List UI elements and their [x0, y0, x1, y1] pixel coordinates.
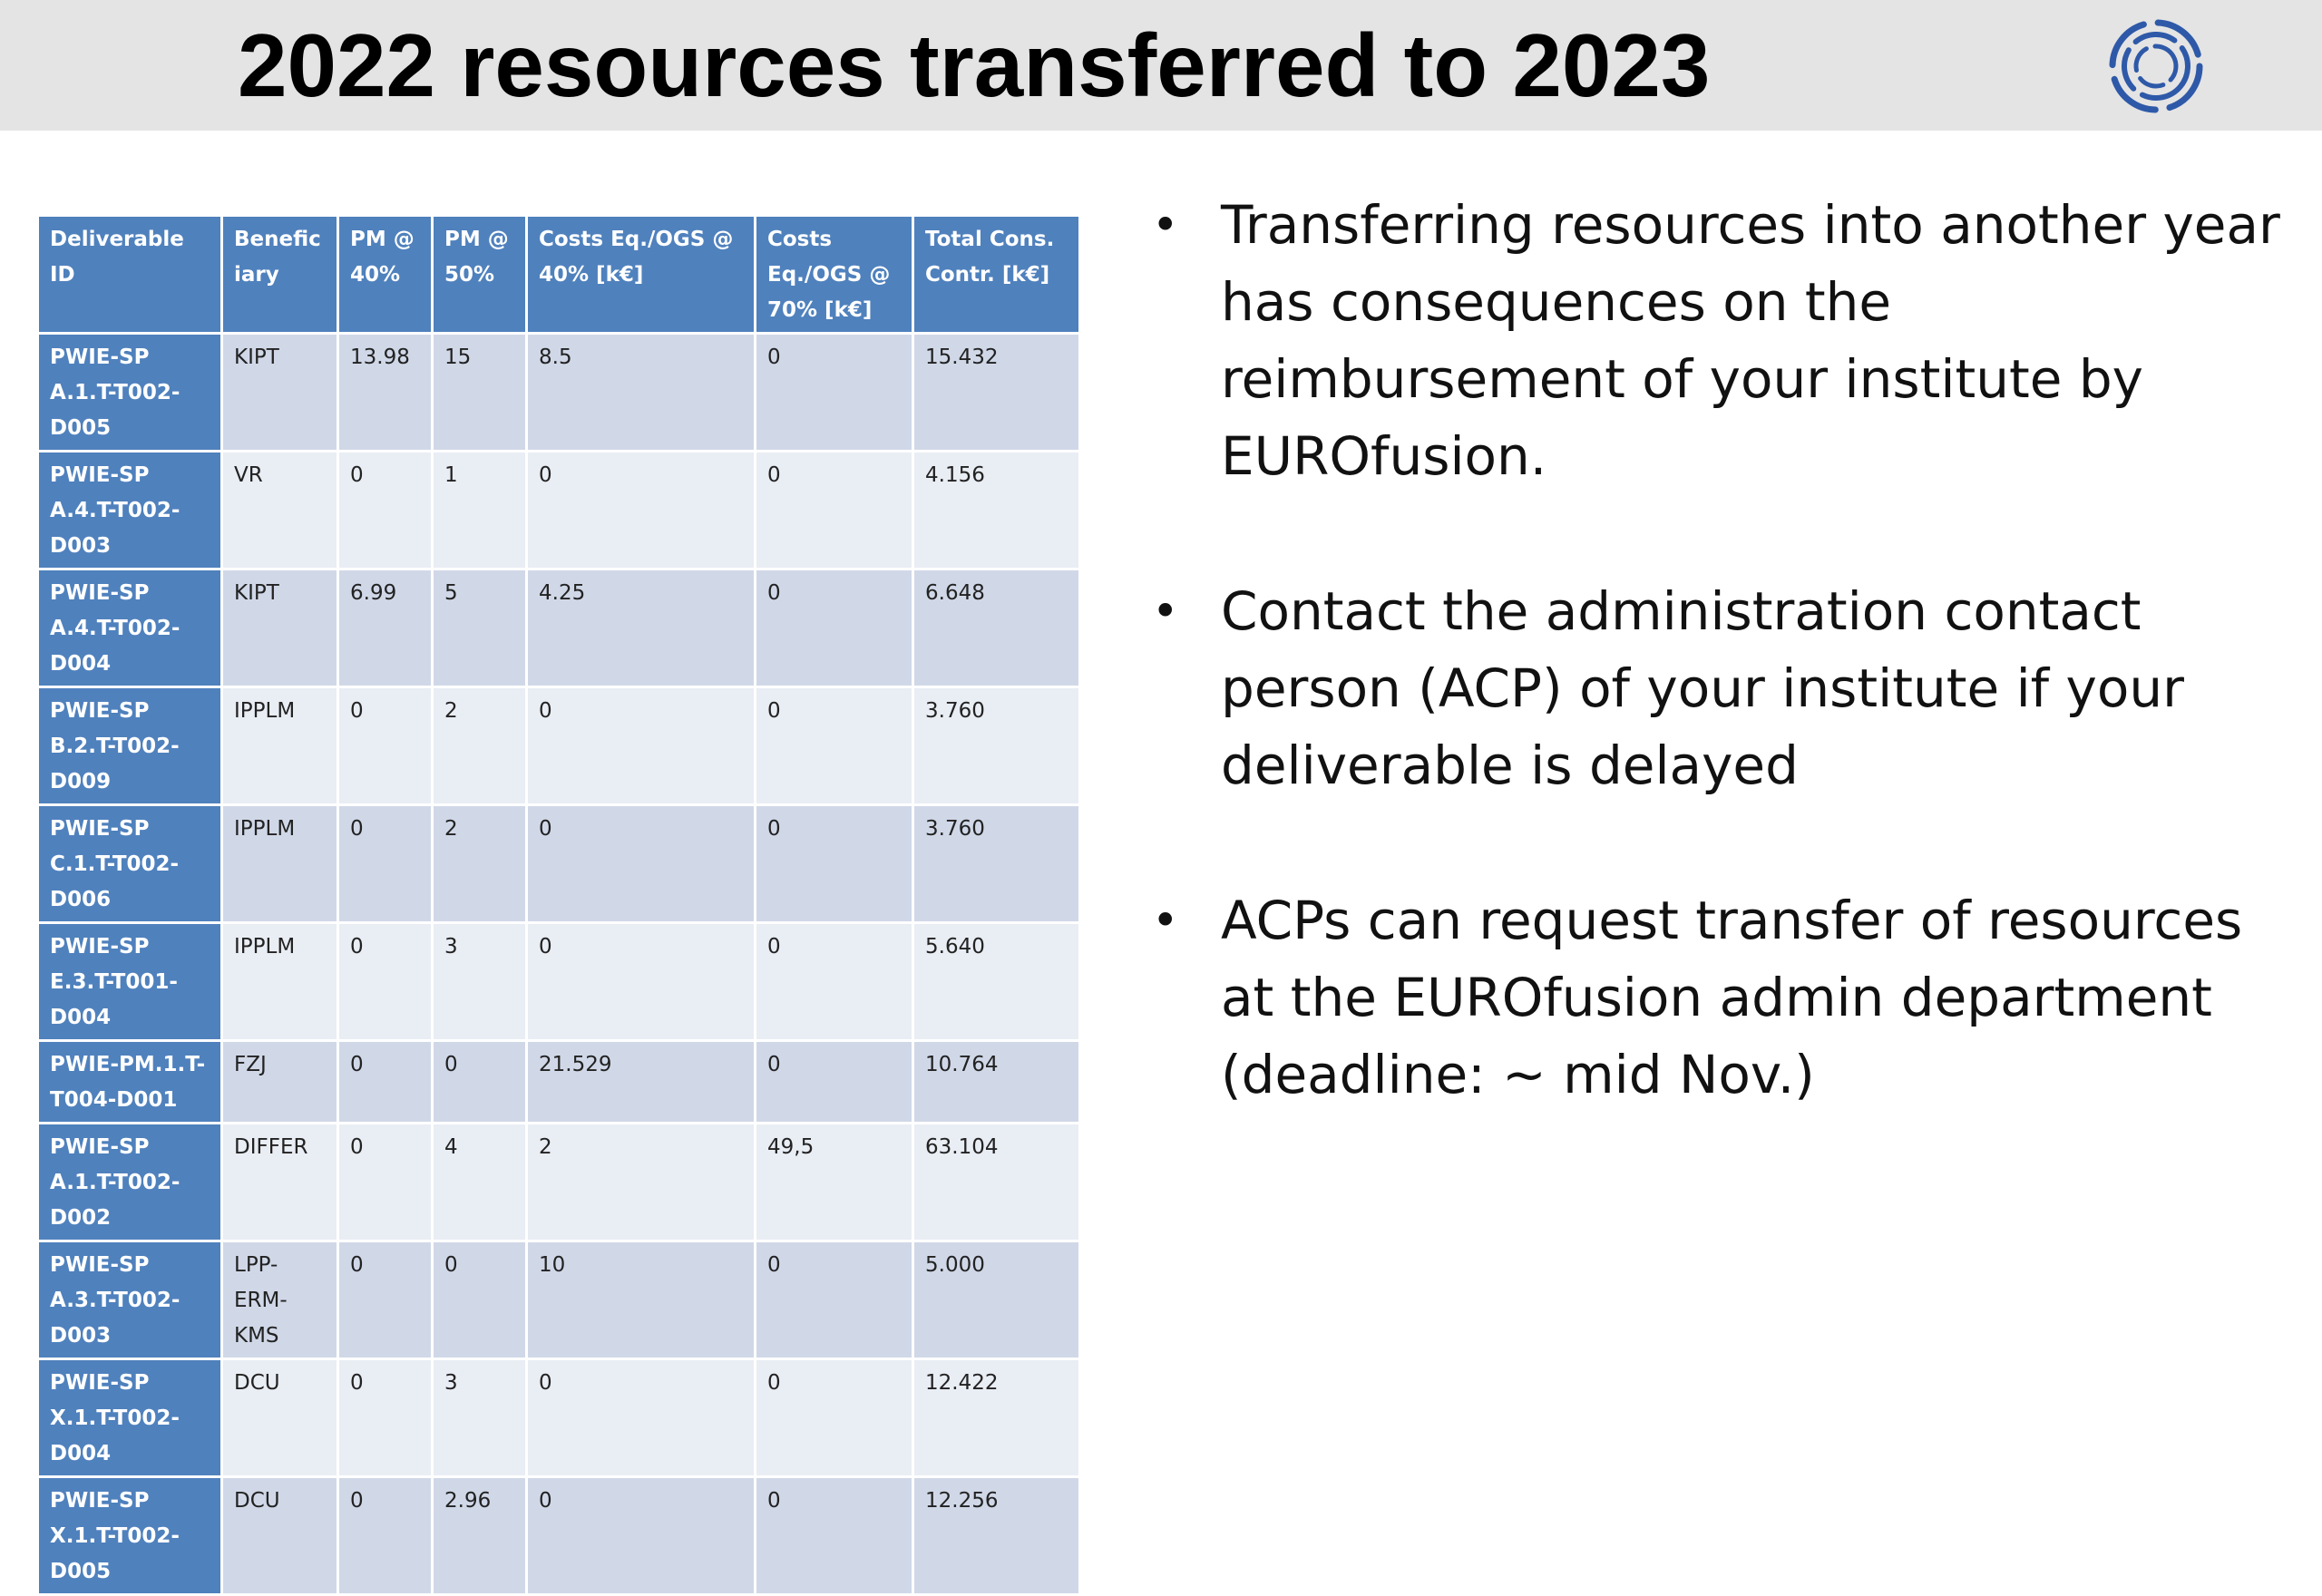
total-contr-cell: 4.156 — [914, 453, 1078, 568]
pm-50-cell: 15 — [434, 335, 525, 450]
bullet-item — [1143, 882, 2286, 1114]
header-beneficiary: Beneficiary — [223, 217, 337, 332]
costs-70-cell: 0 — [756, 924, 912, 1039]
deliverable-id-cell: PWIE-SP X.1.T-T002-D005 — [39, 1478, 220, 1593]
beneficiary-cell: IPPLM — [223, 806, 337, 921]
pm-40-cell: 0 — [339, 806, 431, 921]
deliverable-id-cell: PWIE-SP B.2.T-T002-D009 — [39, 688, 220, 803]
pm-50-cell: 1 — [434, 453, 525, 568]
beneficiary-cell: KIPT — [223, 335, 337, 450]
pm-50-cell: 0 — [434, 1042, 525, 1122]
bullet-dot: • — [1152, 894, 1179, 947]
table-row — [39, 806, 1078, 921]
pm-50-cell: 2 — [434, 688, 525, 803]
table-row — [39, 1124, 1078, 1240]
deliverable-id-cell: PWIE-SP C.1.T-T002-D006 — [39, 806, 220, 921]
beneficiary-cell: DCU — [223, 1478, 337, 1593]
pm-40-cell: 0 — [339, 924, 431, 1039]
beneficiary-cell: IPPLM — [223, 924, 337, 1039]
bullet-text: Contact the administration contact person (ACP) of your institute if your deliverable is delayed — [1221, 580, 2184, 796]
costs-70-cell: 0 — [756, 335, 912, 450]
pm-40-cell: 13.98 — [339, 335, 431, 450]
eurofusion-logo-icon — [2106, 16, 2206, 116]
total-contr-cell: 3.760 — [914, 806, 1078, 921]
costs-70-cell: 0 — [756, 1478, 912, 1593]
total-contr-cell: 10.764 — [914, 1042, 1078, 1122]
total-contr-cell: 63.104 — [914, 1124, 1078, 1240]
pm-50-cell: 2 — [434, 806, 525, 921]
table-row — [39, 1360, 1078, 1475]
deliverable-id-cell: PWIE-PM.1.T-T004-D001 — [39, 1042, 220, 1122]
beneficiary-cell: LPP-ERM-KMS — [223, 1242, 337, 1358]
costs-40-cell: 2 — [528, 1124, 754, 1240]
costs-40-cell: 10 — [528, 1242, 754, 1358]
deliverable-id-cell: PWIE-SP A.3.T-T002-D003 — [39, 1242, 220, 1358]
bullet-text: Transferring resources into another year has consequences on the reimbursement of your institute by EUROfusion. — [1221, 194, 2280, 487]
beneficiary-cell: IPPLM — [223, 688, 337, 803]
pm-40-cell: 0 — [339, 1478, 431, 1593]
bullet-item — [1143, 573, 2286, 804]
table-row — [39, 1478, 1078, 1593]
pm-40-cell: 0 — [339, 1124, 431, 1240]
pm-40-cell: 0 — [339, 688, 431, 803]
costs-40-cell: 21.529 — [528, 1042, 754, 1122]
costs-40-cell: 4.25 — [528, 570, 754, 686]
header-total-contr: Total Cons. Contr. [k€] — [914, 217, 1078, 332]
header-deliverable-id: Deliverable ID — [39, 217, 220, 332]
resources-table-container — [36, 214, 1081, 1596]
slide-title: 2022 resources transferred to 2023 — [238, 15, 1711, 115]
pm-50-cell: 4 — [434, 1124, 525, 1240]
costs-70-cell: 0 — [756, 453, 912, 568]
pm-50-cell: 3 — [434, 924, 525, 1039]
table-header-row — [39, 217, 1078, 332]
pm-40-cell: 0 — [339, 453, 431, 568]
costs-40-cell: 0 — [528, 924, 754, 1039]
costs-40-cell: 8.5 — [528, 335, 754, 450]
costs-70-cell: 0 — [756, 1360, 912, 1475]
costs-70-cell: 0 — [756, 1242, 912, 1358]
total-contr-cell: 12.422 — [914, 1360, 1078, 1475]
beneficiary-cell: FZJ — [223, 1042, 337, 1122]
costs-70-cell: 0 — [756, 806, 912, 921]
costs-40-cell: 0 — [528, 1478, 754, 1593]
deliverable-id-cell: PWIE-SP A.1.T-T002-D005 — [39, 335, 220, 450]
deliverable-id-cell: PWIE-SP A.4.T-T002-D004 — [39, 570, 220, 686]
pm-40-cell: 0 — [339, 1242, 431, 1358]
deliverable-id-cell: PWIE-SP X.1.T-T002-D004 — [39, 1360, 220, 1475]
pm-50-cell: 5 — [434, 570, 525, 686]
resources-table — [36, 214, 1081, 1596]
pm-40-cell: 6.99 — [339, 570, 431, 686]
total-contr-cell: 12.256 — [914, 1478, 1078, 1593]
pm-50-cell: 0 — [434, 1242, 525, 1358]
beneficiary-cell: DIFFER — [223, 1124, 337, 1240]
bullet-list — [1143, 187, 2286, 1192]
beneficiary-cell: VR — [223, 453, 337, 568]
pm-40-cell: 0 — [339, 1042, 431, 1122]
beneficiary-cell: KIPT — [223, 570, 337, 686]
total-contr-cell: 15.432 — [914, 335, 1078, 450]
costs-40-cell: 0 — [528, 453, 754, 568]
bullet-text: ACPs can request transfer of resources at the EUROfusion admin department (deadline: ~ mid Nov.) — [1221, 890, 2243, 1105]
header-costs-70: Costs Eq./OGS @ 70% [k€] — [756, 217, 912, 332]
table-row — [39, 453, 1078, 568]
costs-40-cell: 0 — [528, 1360, 754, 1475]
deliverable-id-cell: PWIE-SP A.4.T-T002-D003 — [39, 453, 220, 568]
header-pm-50: PM @ 50% — [434, 217, 525, 332]
table-row — [39, 1042, 1078, 1122]
table-row — [39, 570, 1078, 686]
total-contr-cell: 3.760 — [914, 688, 1078, 803]
pm-40-cell: 0 — [339, 1360, 431, 1475]
pm-50-cell: 2.96 — [434, 1478, 525, 1593]
total-contr-cell: 5.000 — [914, 1242, 1078, 1358]
total-contr-cell: 5.640 — [914, 924, 1078, 1039]
deliverable-id-cell: PWIE-SP E.3.T-T001-D004 — [39, 924, 220, 1039]
header-costs-40: Costs Eq./OGS @ 40% [k€] — [528, 217, 754, 332]
beneficiary-cell: DCU — [223, 1360, 337, 1475]
table-row — [39, 1242, 1078, 1358]
costs-70-cell: 49,5 — [756, 1124, 912, 1240]
deliverable-id-cell: PWIE-SP A.1.T-T002-D002 — [39, 1124, 220, 1240]
pm-50-cell: 3 — [434, 1360, 525, 1475]
table-row — [39, 335, 1078, 450]
bullet-item — [1143, 187, 2286, 495]
total-contr-cell: 6.648 — [914, 570, 1078, 686]
bullet-dot: • — [1152, 199, 1179, 251]
costs-40-cell: 0 — [528, 688, 754, 803]
table-row — [39, 924, 1078, 1039]
header-pm-40: PM @ 40% — [339, 217, 431, 332]
costs-70-cell: 0 — [756, 570, 912, 686]
bullet-dot: • — [1152, 585, 1179, 637]
costs-70-cell: 0 — [756, 1042, 912, 1122]
table-row — [39, 688, 1078, 803]
costs-40-cell: 0 — [528, 806, 754, 921]
costs-70-cell: 0 — [756, 688, 912, 803]
